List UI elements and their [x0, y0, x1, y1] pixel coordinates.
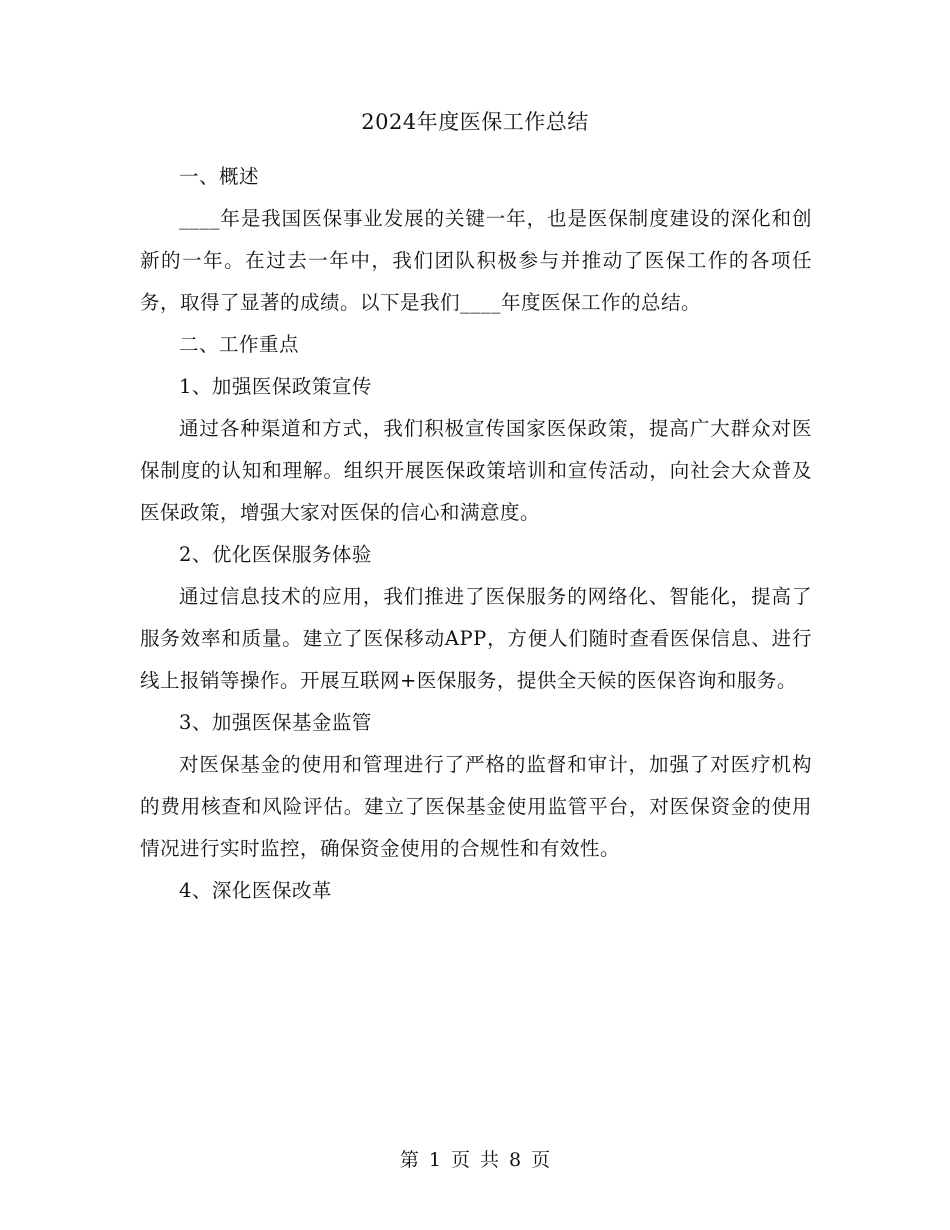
- document-body: [140, 156, 812, 912]
- subheading-fund-supervision: 3、加强医保基金监管: [179, 711, 372, 734]
- document-title: 2024年度医保工作总结: [361, 110, 589, 134]
- policy-promotion-paragraph: 通过各种渠道和方式，我们积极宣传国家医保政策，提高广大群众对医保制度的认知和理解。组织开展医保政策培训和宣传活动，向社会大众普及医保政策，增强大家对医保的信心和满意度。: [140, 417, 812, 524]
- section-heading-key-work: 二、工作重点: [179, 333, 300, 356]
- fund-supervision-paragraph: 对医保基金的使用和管理进行了严格的监督和审计，加强了对医疗机构的费用核查和风险评估。建立了医保基金使用监管平台，对医保资金的使用情况进行实时监控，确保资金使用的合规性和有效性。: [140, 753, 812, 860]
- subheading-policy-promotion: 1、加强医保政策宣传: [179, 375, 372, 398]
- service-experience-paragraph: 通过信息技术的应用，我们推进了医保服务的网络化、智能化，提高了服务效率和质量。建立了医保移动APP，方便人们随时查看医保信息、进行线上报销等操作。开展互联网+医保服务，提供全天候的医保咨询和服务。: [140, 585, 812, 692]
- subheading-service-experience: 2、优化医保服务体验: [179, 543, 372, 566]
- page-number-footer: 第 1 页 共 8 页: [399, 1149, 551, 1171]
- subheading-reform: 4、深化医保改革: [179, 879, 332, 902]
- section-heading-overview: 一、概述: [179, 165, 260, 188]
- overview-paragraph: ____年是我国医保事业发展的关键一年，也是医保制度建设的深化和创新的一年。在过去一年中，我们团队积极参与并推动了医保工作的各项任务，取得了显著的成绩。以下是我们____年度医保工作的总结。: [140, 207, 812, 314]
